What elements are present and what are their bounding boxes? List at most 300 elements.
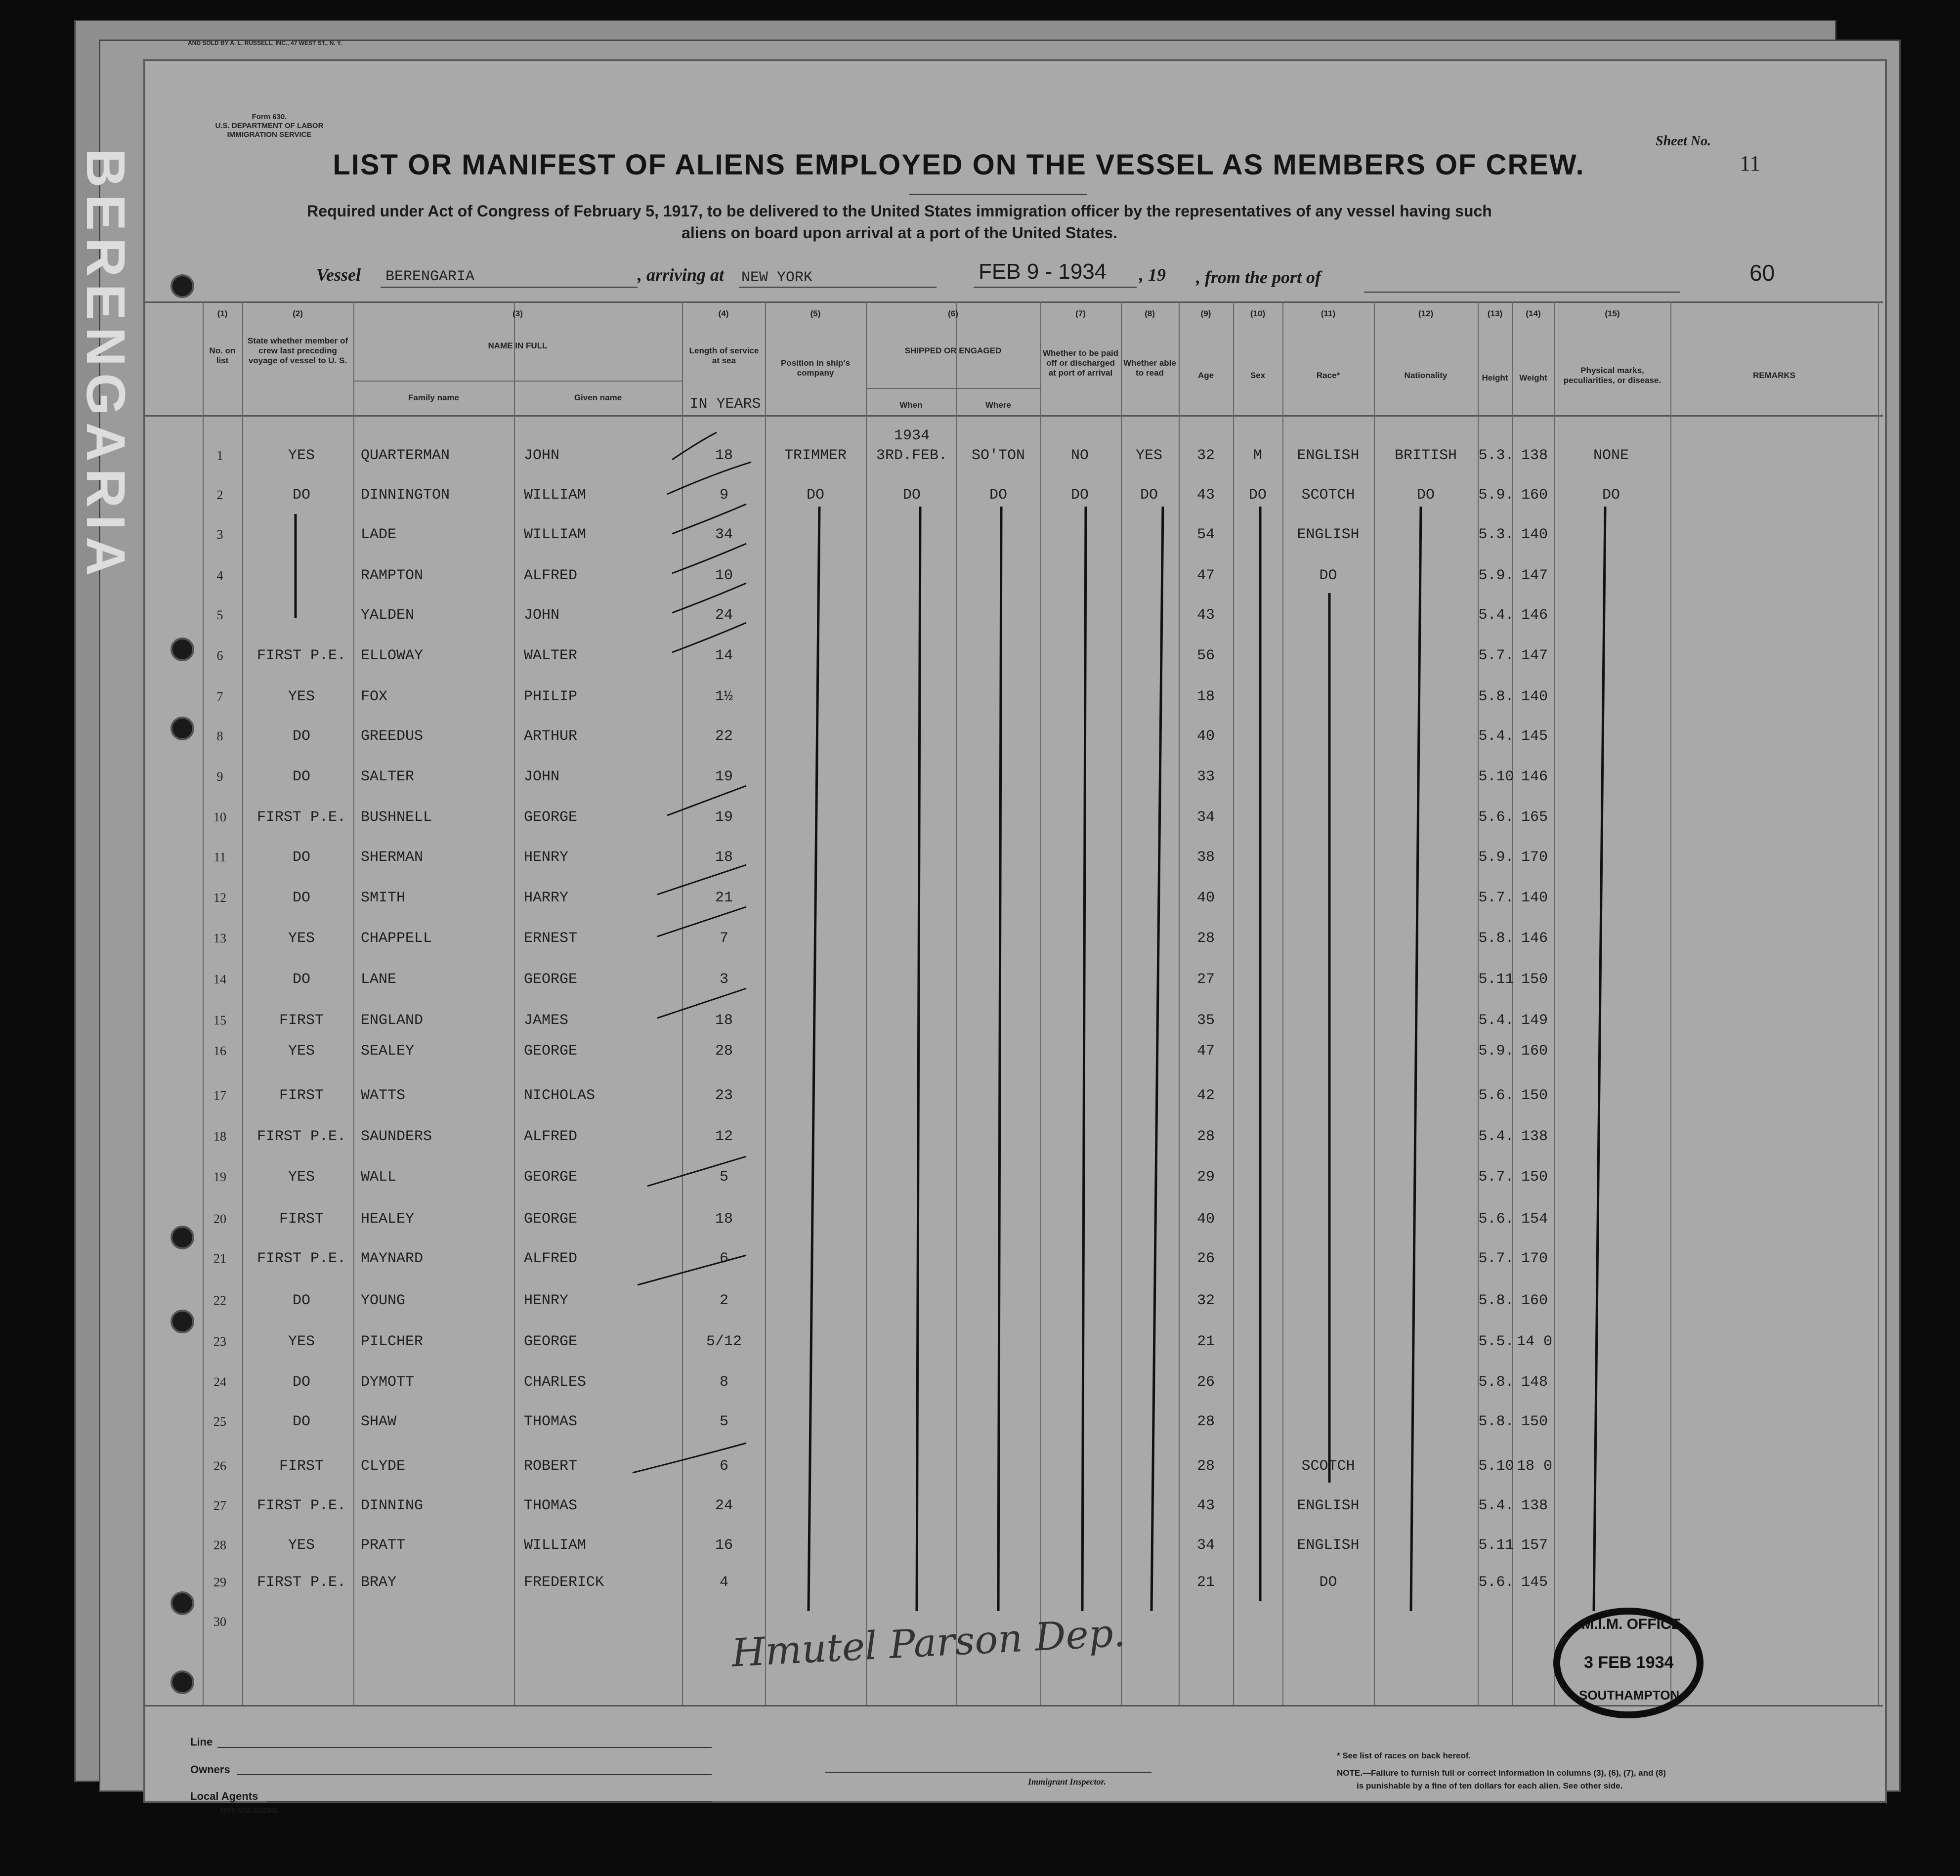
prev-voyage-cell: FIRST P.E.: [256, 1128, 346, 1145]
ditto-line: [1411, 507, 1421, 1611]
prev-voyage-cell: FIRST P.E.: [256, 647, 346, 664]
age-cell: 26: [1196, 1250, 1215, 1267]
family-name-cell: QUARTERMAN: [361, 447, 450, 464]
given-name-cell: ALFRED: [524, 1128, 578, 1145]
service-years-cell: 4: [719, 1574, 728, 1591]
department-name: U.S. DEPARTMENT OF LABOR: [215, 122, 324, 130]
service-years-cell: 24: [715, 1497, 733, 1514]
col12-header: Nationality: [1404, 371, 1448, 380]
col13-number: (13): [1487, 309, 1503, 318]
age-cell: 34: [1196, 809, 1215, 826]
note-label: NOTE.: [1337, 1768, 1363, 1778]
shipped-where-cell: DO: [989, 487, 1007, 504]
service-years-cell: 18: [715, 1211, 733, 1228]
service-years-cell: 6: [719, 1458, 728, 1475]
physical-marks-cell: NONE: [1593, 447, 1629, 464]
weight-cell: 149: [1521, 1012, 1548, 1029]
prev-voyage-cell: DO: [292, 849, 310, 866]
age-cell: 34: [1196, 1537, 1215, 1554]
col14-header: Weight: [1519, 373, 1547, 383]
prev-voyage-cell: FIRST: [279, 1087, 324, 1104]
height-cell: 5.9.: [1478, 567, 1514, 584]
height-cell: 5.4.: [1478, 1012, 1514, 1029]
weight-cell: 160: [1521, 1043, 1548, 1060]
print-code: 6000 6/32-26/2846: [220, 1806, 278, 1814]
prev-voyage-cell: FIRST P.E.: [256, 1250, 346, 1267]
prev-voyage-cell: YES: [288, 1333, 315, 1350]
stamp-top: M.I.M. OFFICE: [1581, 1616, 1681, 1632]
prev-voyage-cell: DO: [292, 728, 310, 745]
col3-number: (3): [512, 309, 523, 318]
check-stroke: [672, 504, 746, 534]
height-cell: 5.6.: [1478, 809, 1514, 826]
prev-voyage-cell: DO: [292, 1374, 310, 1391]
weight-cell: 150: [1521, 1087, 1548, 1104]
service-years-cell: 21: [715, 890, 733, 906]
height-cell: 5.8.: [1478, 1292, 1514, 1309]
given-name-cell: CHARLES: [524, 1374, 587, 1391]
col4-typed-unit: IN YEARS: [689, 396, 761, 413]
prev-voyage-cell: YES: [288, 447, 315, 464]
col9-number: (9): [1200, 309, 1211, 318]
given-name-cell: ROBERT: [524, 1458, 578, 1475]
weight-cell: 170: [1521, 849, 1548, 866]
family-name-cell: WALL: [361, 1169, 397, 1186]
note-text-2: is punishable by a fine of ten dollars for each alien. See other side.: [1357, 1781, 1623, 1791]
col10-header: Sex: [1250, 371, 1266, 380]
row-number: 10: [213, 810, 226, 824]
age-cell: 28: [1196, 1128, 1215, 1145]
family-name-cell: SALTER: [361, 768, 415, 785]
age-cell: 40: [1196, 728, 1215, 745]
row-number: 16: [213, 1044, 226, 1058]
shipped-where-cell: SO'TON: [971, 447, 1025, 464]
col9-header: Age: [1197, 371, 1214, 380]
given-name-cell: HENRY: [524, 1292, 569, 1309]
family-name-cell: SHAW: [361, 1413, 397, 1430]
service-years-cell: 12: [715, 1128, 733, 1145]
ditto-line: [917, 507, 920, 1611]
col15-number: (15): [1605, 309, 1620, 318]
prev-voyage-cell: FIRST P.E.: [256, 809, 346, 826]
col6-number: (6): [948, 309, 958, 318]
family-name-cell: FOX: [361, 688, 388, 705]
check-stroke: [638, 1255, 746, 1285]
row-number: 24: [213, 1375, 226, 1389]
stamp-date: 3 FEB 1934: [1584, 1653, 1674, 1672]
prev-voyage-cell: YES: [288, 1537, 315, 1554]
given-name-cell: HENRY: [524, 849, 569, 866]
col6-header: SHIPPED OR ENGAGED: [904, 346, 1002, 355]
given-name-cell: ERNEST: [524, 930, 578, 947]
age-cell: 28: [1196, 930, 1215, 947]
height-cell: 5.9.: [1478, 1043, 1514, 1060]
row-number: 12: [213, 891, 226, 905]
check-stroke: [647, 1156, 746, 1186]
weight-cell: 147: [1521, 567, 1548, 584]
printer-line: AND SOLD BY A. L. RUSSELL, INC., 47 WEST ST., N. Y.: [188, 40, 342, 46]
family-name-cell: BRAY: [361, 1574, 397, 1591]
age-cell: 18: [1196, 688, 1215, 705]
age-cell: 21: [1196, 1333, 1215, 1350]
age-cell: 42: [1196, 1087, 1215, 1104]
date-stamp: FEB 9 - 1934: [979, 259, 1107, 284]
note-fine: [1337, 1767, 1880, 1792]
paid-off-cell: NO: [1070, 447, 1089, 464]
col6b-header: Where: [985, 400, 1011, 410]
row-number: 11: [213, 850, 226, 864]
prev-voyage-cell: FIRST P.E.: [256, 1497, 346, 1514]
page-reference: 60: [1749, 260, 1775, 286]
family-name-cell: YALDEN: [361, 607, 415, 624]
footer-owners-label: Owners: [190, 1763, 230, 1776]
age-cell: 29: [1196, 1169, 1215, 1186]
weight-cell: 165: [1521, 809, 1548, 826]
nationality-cell: DO: [1416, 487, 1435, 504]
footer-line-label: Line: [190, 1736, 213, 1748]
position-cell: DO: [806, 487, 824, 504]
col8-header: Whether able to read: [1123, 358, 1176, 378]
check-stroke: [672, 432, 717, 460]
service-years-cell: 22: [715, 728, 733, 745]
vessel-value: BERENGARIA: [385, 268, 475, 285]
prev-voyage-cell: YES: [288, 1169, 315, 1186]
inspector-rule: [825, 1772, 1151, 1773]
race-cell: ENGLISH: [1297, 1537, 1360, 1554]
weight-cell: 150: [1521, 1169, 1548, 1186]
height-cell: 5.3.: [1478, 447, 1514, 464]
service-years-cell: 16: [715, 1537, 733, 1554]
inspector-signature: Hmutel Parson Dep.: [730, 1611, 1127, 1676]
height-cell: 5.4.: [1478, 607, 1514, 624]
check-stroke: [672, 623, 746, 652]
col11-number: (11): [1321, 309, 1336, 318]
age-cell: 21: [1196, 1574, 1215, 1591]
prev-voyage-cell: DO: [292, 768, 310, 785]
age-cell: 54: [1196, 526, 1215, 543]
col5-header: Position in ship's company: [780, 358, 851, 378]
family-name-cell: PRATT: [361, 1537, 406, 1554]
subtitle-line-1: Required under Act of Congress of February 5, 1917, to be delivered to the United States immigration officer by the representatives of any vessel having such: [307, 202, 1492, 220]
family-name-cell: SEALEY: [361, 1043, 415, 1060]
height-cell: 5.8.: [1478, 688, 1514, 705]
col2-header: State whether member of crew last preceding voyage of vessel to U. S.: [247, 336, 348, 365]
position-cell: TRIMMER: [784, 447, 847, 464]
row-number: 8: [216, 729, 223, 743]
service-years-cell: 24: [715, 607, 733, 624]
check-stroke: [672, 544, 746, 573]
age-cell: 38: [1196, 849, 1215, 866]
service-years-cell: 14: [715, 647, 733, 664]
race-cell: DO: [1319, 1574, 1337, 1591]
height-cell: 5.7.: [1478, 1250, 1514, 1267]
footer-line-rule: [217, 1747, 712, 1748]
weight-cell: 18 0: [1516, 1458, 1552, 1475]
shipped-when-cell: 3RD.FEB.: [876, 447, 948, 464]
weight-cell: 138: [1521, 447, 1548, 464]
service-years-cell: 5/12: [706, 1333, 742, 1350]
vessel-label: Vessel: [316, 265, 361, 285]
col3a-header: Family name: [408, 393, 459, 402]
col3-header: NAME IN FULL: [488, 341, 548, 350]
family-name-cell: PILCHER: [361, 1333, 424, 1350]
weight-cell: 150: [1521, 1413, 1548, 1430]
row-number: 6: [216, 648, 223, 663]
prev-voyage-cell: DO: [292, 890, 310, 906]
service-years-cell: 28: [715, 1043, 733, 1060]
service-years-cell: 2: [719, 1292, 728, 1309]
weight-cell: 145: [1521, 728, 1548, 745]
family-name-cell: HEALEY: [361, 1211, 415, 1228]
given-name-cell: WALTER: [524, 647, 578, 664]
race-cell: DO: [1319, 567, 1337, 584]
given-name-cell: GEORGE: [524, 1043, 578, 1060]
service-years-cell: 5: [719, 1413, 728, 1430]
service-name: IMMIGRATION SERVICE: [227, 130, 312, 139]
footer-agents-label: Local Agents: [190, 1790, 258, 1802]
physical-marks-cell: DO: [1602, 487, 1620, 504]
footer-agents-rule: [267, 1801, 712, 1802]
height-cell: 5.11: [1478, 1537, 1514, 1554]
shipped-year-cell: 1934: [894, 427, 930, 444]
footer-owners-rule: [237, 1774, 712, 1775]
age-cell: 56: [1196, 647, 1215, 664]
prev-voyage-cell: FIRST: [279, 1458, 324, 1475]
ditto-line: [998, 507, 1001, 1611]
given-name-cell: ALFRED: [524, 567, 578, 584]
age-cell: 27: [1196, 971, 1215, 988]
service-years-cell: 9: [719, 487, 728, 504]
height-cell: 5.7.: [1478, 890, 1514, 906]
given-name-cell: FREDERICK: [524, 1574, 604, 1591]
row-number: 23: [213, 1334, 226, 1349]
weight-cell: 154: [1521, 1211, 1548, 1228]
prev-voyage-cell: DO: [292, 971, 310, 988]
family-name-cell: BUSHNELL: [361, 809, 432, 826]
row-number: 5: [216, 608, 223, 622]
service-years-cell: 19: [715, 809, 733, 826]
age-cell: 28: [1196, 1458, 1215, 1475]
check-stroke: [667, 786, 746, 815]
col2-number: (2): [293, 309, 303, 318]
given-name-cell: JOHN: [524, 768, 560, 785]
col4-number: (4): [718, 309, 729, 318]
prev-voyage-cell: YES: [288, 1043, 315, 1060]
check-stroke: [667, 462, 751, 494]
row-number: 4: [216, 568, 223, 583]
row-number: 18: [213, 1129, 226, 1144]
height-cell: 5.4.: [1478, 1128, 1514, 1145]
age-cell: 32: [1196, 1292, 1215, 1309]
col12-number: (12): [1418, 309, 1434, 318]
height-cell: 5.8.: [1478, 1413, 1514, 1430]
age-cell: 40: [1196, 890, 1215, 906]
row-number: 25: [213, 1414, 226, 1429]
ditto-line: [1594, 507, 1605, 1611]
height-cell: 5.7.: [1478, 647, 1514, 664]
given-name-cell: GEORGE: [524, 1211, 578, 1228]
height-cell: 5.8.: [1478, 930, 1514, 947]
race-cell: ENGLISH: [1297, 526, 1360, 543]
height-cell: 5.4.: [1478, 1497, 1514, 1514]
given-name-cell: GEORGE: [524, 1333, 578, 1350]
row-number: 3: [216, 527, 223, 542]
service-years-cell: 23: [715, 1087, 733, 1104]
age-cell: 43: [1196, 487, 1215, 504]
col14-number: (14): [1526, 309, 1541, 318]
age-cell: 28: [1196, 1413, 1215, 1430]
able-to-read-cell: YES: [1135, 447, 1162, 464]
row-number: 7: [216, 689, 223, 704]
col15-header: Physical marks, peculiarities, or disease.: [1563, 366, 1662, 385]
family-name-cell: YOUNG: [361, 1292, 406, 1309]
height-cell: 5.10: [1478, 1458, 1514, 1475]
subtitle-line-2: aliens on board upon arrival at a port of the United States.: [682, 224, 1117, 242]
age-cell: 32: [1196, 447, 1215, 464]
height-cell: 5.10: [1478, 768, 1514, 785]
row-number: 19: [213, 1170, 226, 1184]
weight-cell: 147: [1521, 647, 1548, 664]
weight-cell: 138: [1521, 1128, 1548, 1145]
row-number: 28: [213, 1538, 226, 1552]
age-cell: 26: [1196, 1374, 1215, 1391]
row-number: 14: [213, 972, 226, 986]
family-name-cell: MAYNARD: [361, 1250, 424, 1267]
col3b-header: Given name: [574, 393, 622, 402]
check-stroke: [657, 988, 746, 1018]
row-number: 17: [213, 1088, 226, 1103]
row-number: 21: [213, 1251, 226, 1266]
height-cell: 5.6.: [1478, 1211, 1514, 1228]
check-stroke: [657, 865, 746, 895]
row-number: 9: [216, 769, 223, 784]
weight-cell: 157: [1521, 1537, 1548, 1554]
page-title: LIST OR MANIFEST OF ALIENS EMPLOYED ON THE VESSEL AS MEMBERS OF CREW.: [333, 149, 1585, 181]
sex-cell: M: [1253, 447, 1262, 464]
col10-number: (10): [1250, 309, 1266, 318]
family-name-cell: LANE: [361, 971, 397, 988]
age-cell: 35: [1196, 1012, 1215, 1029]
height-cell: 5.9.: [1478, 487, 1514, 504]
height-cell: 5.9.: [1478, 849, 1514, 866]
given-name-cell: HARRY: [524, 890, 569, 906]
service-years-cell: 1½: [715, 688, 733, 705]
age-cell: 47: [1196, 1043, 1215, 1060]
col4-header: Length of service at sea: [689, 346, 759, 365]
prev-voyage-cell: DO: [292, 1413, 310, 1430]
family-name-cell: SHERMAN: [361, 849, 424, 866]
service-years-cell: 10: [715, 567, 733, 584]
family-name-cell: DYMOTT: [361, 1374, 415, 1391]
row-number: 20: [213, 1212, 226, 1226]
given-name-cell: THOMAS: [524, 1413, 578, 1430]
weight-cell: 14 0: [1516, 1333, 1552, 1350]
weight-cell: 150: [1521, 971, 1548, 988]
able-to-read-cell: DO: [1140, 487, 1158, 504]
service-years-cell: 3: [719, 971, 728, 988]
row-number: 22: [213, 1293, 226, 1308]
service-years-cell: 5: [719, 1169, 728, 1186]
weight-cell: 146: [1521, 607, 1548, 624]
age-cell: 43: [1196, 607, 1215, 624]
weight-cell: 160: [1521, 487, 1548, 504]
ditto-line: [1082, 507, 1086, 1611]
given-name-cell: THOMAS: [524, 1497, 578, 1514]
age-cell: 33: [1196, 768, 1215, 785]
ditto-line: [809, 507, 819, 1611]
weight-cell: 148: [1521, 1374, 1548, 1391]
family-name-cell: SAUNDERS: [361, 1128, 432, 1145]
ditto-line: [1151, 507, 1163, 1611]
service-years-cell: 34: [715, 526, 733, 543]
inspector-label: Immigrant Inspector.: [1028, 1777, 1107, 1787]
prev-voyage-cell: DO: [292, 487, 310, 504]
height-cell: 5.6.: [1478, 1574, 1514, 1591]
height-cell: 5.11: [1478, 971, 1514, 988]
given-name-cell: GEORGE: [524, 1169, 578, 1186]
family-name-cell: DINNING: [361, 1497, 424, 1514]
service-years-cell: 19: [715, 768, 733, 785]
nationality-cell: BRITISH: [1394, 447, 1457, 464]
col11-header: Race*: [1316, 371, 1340, 380]
height-cell: 5.6.: [1478, 1087, 1514, 1104]
row-number: 26: [213, 1459, 226, 1473]
check-stroke: [657, 907, 746, 937]
family-name-cell: RAMPTON: [361, 567, 424, 584]
col5-number: (5): [810, 309, 821, 318]
race-cell: ENGLISH: [1297, 447, 1360, 464]
col1-header: No. on list: [209, 346, 236, 365]
height-cell: 5.3.: [1478, 526, 1514, 543]
given-name-cell: JAMES: [524, 1012, 569, 1029]
height-cell: 5.5.: [1478, 1333, 1514, 1350]
row-number: 27: [213, 1498, 226, 1513]
paid-off-cell: DO: [1070, 487, 1089, 504]
from-port-label: , from the port of: [1196, 267, 1321, 287]
given-name-cell: JOHN: [524, 447, 560, 464]
service-years-cell: 8: [719, 1374, 728, 1391]
given-name-cell: WILLIAM: [524, 487, 587, 504]
note-races: * See list of races on back hereof.: [1337, 1751, 1471, 1760]
col13-header: Height: [1482, 373, 1508, 383]
race-cell: ENGLISH: [1297, 1497, 1360, 1514]
age-cell: 47: [1196, 567, 1215, 584]
prev-voyage-cell: YES: [288, 930, 315, 947]
side-marking: BERENGARIA: [75, 148, 136, 583]
check-strokes: [633, 432, 751, 1473]
arriving-port: NEW YORK: [741, 269, 813, 286]
prev-voyage-cell: FIRST P.E.: [256, 1574, 346, 1591]
row-number: 2: [216, 488, 223, 502]
age-cell: 40: [1196, 1211, 1215, 1228]
weight-cell: 138: [1521, 1497, 1548, 1514]
row-number: 30: [213, 1615, 226, 1629]
prev-voyage-cell: FIRST: [279, 1012, 324, 1029]
weight-cell: 140: [1521, 688, 1548, 705]
check-stroke: [633, 1443, 746, 1473]
weight-cell: 170: [1521, 1250, 1548, 1267]
weight-cell: 146: [1521, 768, 1548, 785]
age-cell: 43: [1196, 1497, 1215, 1514]
given-name-cell: GEORGE: [524, 809, 578, 826]
row-number: 15: [213, 1013, 226, 1027]
row-number: 13: [213, 931, 226, 945]
check-stroke: [672, 583, 746, 613]
family-name-cell: DINNINGTON: [361, 487, 450, 504]
service-years-cell: 7: [719, 930, 728, 947]
family-name-cell: WATTS: [361, 1087, 406, 1104]
note-text-1: —Failure to furnish full or correct information in columns (3), (6), (7), and (8): [1362, 1768, 1666, 1778]
